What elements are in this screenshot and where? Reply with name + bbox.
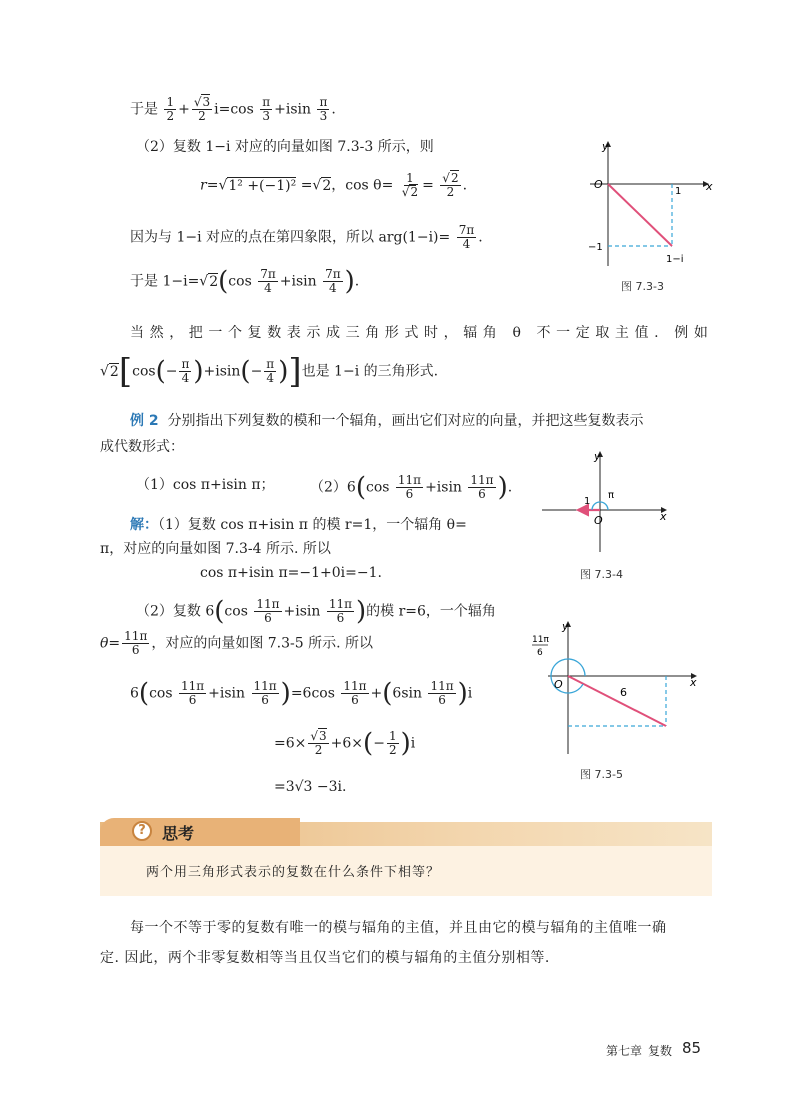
- fig735-angle-den: 6: [537, 648, 543, 658]
- fraction-one-half: $\frac{1}{2}$: [388, 729, 397, 757]
- fraction-pi-over-3: $\frac{\pi}{3}$: [262, 95, 271, 123]
- vector-1-minus-i: [608, 184, 672, 246]
- think-header-tab: [100, 818, 300, 846]
- fig733-point-label: 1−i: [666, 254, 684, 265]
- equation-line-4: 因为与 1−i 对应的点在第四象限，所以 arg(1−i)= $\frac{7\pi}{4}$ .: [130, 223, 483, 251]
- solution-label: 解：: [130, 517, 158, 533]
- fraction-11pi-over-6c: $\frac{11\pi}{6}$: [256, 597, 280, 625]
- question-icon: ?: [132, 821, 152, 841]
- fig734-y-label: y: [594, 450, 601, 463]
- figure-7-3-5: [528, 618, 708, 758]
- equation-expand-1: 6(cos $\frac{11\pi}{6}$ +isin $\frac{11\pi}{6}$ )=6cos $\frac{11\pi}{6}$ +(6sin $\frac{11\pi}{6}$ )i: [130, 678, 473, 709]
- fig734-origin: O: [594, 514, 603, 527]
- example-2-item-1: （1）cos π+isin π；: [136, 477, 275, 493]
- equation-line-1: 于是 $\frac{1}{2}$ + $\frac{√3}{2}$ i=cos $\frac{\pi}{3}$ +isin $\frac{\pi}{3}$ .: [130, 95, 336, 123]
- fraction-pi-over-4a: $\frac{\pi}{4}$: [181, 357, 190, 385]
- fraction-11pi-over-6h: $\frac{11\pi}{6}$: [343, 679, 367, 707]
- text-line-2: （2）复数 1−i 对应的向量如图 7.3-3 所示，则: [136, 139, 434, 155]
- equation-line-3: r=√1² +(−1)² =√2，cos θ= $\frac{1}{√2}$ = $\frac{√2}{2}$ .: [200, 171, 468, 199]
- fraction-7pi-over-4c: $\frac{7\pi}{4}$: [325, 267, 341, 295]
- fraction-sqrt3-over-2: $\frac{√3}{2}$: [193, 95, 211, 123]
- fig733-x-label: x: [706, 180, 713, 193]
- fig733-y-label: y: [602, 140, 609, 153]
- equation-expand-2: =6× $\frac{√3}{2}$ +6×(− $\frac{1}{2}$ )i: [274, 728, 416, 759]
- fraction-one-over-sqrt2: $\frac{1}{√2}$: [401, 171, 419, 199]
- fraction-7pi-over-4b: $\frac{7\pi}{4}$: [260, 267, 276, 295]
- fraction-11pi-over-6d: $\frac{11\pi}{6}$: [328, 597, 352, 625]
- fig733-origin: O: [594, 178, 603, 191]
- figure-7-3-4: [538, 448, 678, 558]
- example-2-item-2: （2）6(cos $\frac{11\pi}{6}$ +isin $\frac{11\pi}{6}$ ).: [310, 472, 513, 503]
- fig734-x-label: x: [660, 510, 667, 523]
- example-2-line-1: 例 2 分别指出下列复数的模和一个辐角，画出它们对应的向量，并把这些复数表示: [130, 413, 644, 429]
- closing-line-2: 定. 因此，两个非零复数相等当且仅当它们的模与辐角的主值分别相等.: [100, 950, 550, 966]
- fig734-angle-label: π: [608, 490, 615, 501]
- fig733-tick-y: −1: [588, 242, 603, 253]
- fraction-11pi-over-6g: $\frac{11\pi}{6}$: [253, 679, 277, 707]
- theta-line: θ= $\frac{11\pi}{6}$ ，对应的向量如图 7.3-5 所示. 所以: [100, 629, 374, 657]
- text-line-6: 当然，把一个复数表示成三角形式时，辐角 θ 不一定取主值. 例如: [130, 325, 714, 341]
- equation-line-7: √2[cos(− $\frac{\pi}{4}$ )+isin(− $\frac{\pi}{4}$ )]也是 1−i 的三角形式.: [100, 351, 439, 392]
- solution-line-2: π，对应的向量如图 7.3-4 所示. 所以: [100, 541, 331, 557]
- fraction-11pi-over-6e: $\frac{11\pi}{6}$: [124, 629, 148, 657]
- caption-fig-7-3-5: 图 7.3-5: [580, 768, 623, 781]
- vector-6: [568, 676, 666, 726]
- fraction-11pi-over-6f: $\frac{11\pi}{6}$: [181, 679, 205, 707]
- fig735-x-label: x: [690, 676, 697, 689]
- closing-line-1: 每一个不等于零的复数有唯一的模与辐角的主值，并且由它的模与辐角的主值唯一确: [130, 920, 667, 936]
- footer-title: 复数: [648, 1044, 673, 1058]
- fig735-y-label: y: [562, 620, 569, 633]
- caption-fig-7-3-4: 图 7.3-4: [580, 568, 623, 581]
- fraction-pi-over-3b: $\frac{\pi}{3}$: [319, 95, 328, 123]
- fig735-angle-num: 11π: [532, 635, 549, 645]
- fig733-tick-x: 1: [675, 186, 682, 197]
- fig734-one-label: 1: [584, 496, 591, 507]
- page-number: 85: [682, 1039, 702, 1057]
- fraction-half: $\frac{1}{2}$: [166, 95, 175, 123]
- think-title: 思考: [162, 824, 195, 843]
- footer-chapter: 第七章: [606, 1044, 643, 1058]
- fraction-11pi-over-6a: $\frac{11\pi}{6}$: [397, 473, 422, 501]
- fig735-length-label: 6: [620, 686, 627, 699]
- caption-fig-7-3-3: 图 7.3-3: [621, 280, 664, 293]
- fig735-origin: O: [554, 678, 563, 691]
- fraction-7pi-over-4: $\frac{7\pi}{4}$: [458, 223, 475, 251]
- solution-eq-1: cos π+isin π=−1+0i=−1.: [200, 565, 382, 581]
- figure-7-3-3: [580, 138, 720, 298]
- solution-2-line: （2）复数 6(cos $\frac{11\pi}{6}$ +isin $\frac{11\pi}{6}$ )的模 r=6，一个辐角: [136, 596, 496, 627]
- fraction-11pi-over-6b: $\frac{11\pi}{6}$: [470, 473, 494, 501]
- fraction-sqrt2-over-2: $\frac{√2}{2}$: [442, 171, 459, 199]
- think-question: 两个用三角形式表示的复数在什么条件下相等？: [146, 865, 441, 880]
- fraction-11pi-over-6i: $\frac{11\pi}{6}$: [430, 679, 454, 707]
- example-2-label: 例 2: [130, 413, 159, 429]
- fraction-pi-over-4b: $\frac{\pi}{4}$: [266, 357, 275, 385]
- equation-line-5: 于是 1−i=√2(cos $\frac{7\pi}{4}$ +isin $\frac{7\pi}{4}$ ).: [130, 266, 360, 297]
- example-2-line-2: 成代数形式：: [100, 439, 184, 455]
- solution-line-1: 解：（1）复数 cos π+isin π 的模 r=1，一个辐角 θ=: [130, 517, 467, 533]
- equation-expand-3: =3√3 −3i.: [274, 779, 347, 795]
- fraction-sqrt3-over-2b: $\frac{√3}{2}$: [310, 729, 327, 757]
